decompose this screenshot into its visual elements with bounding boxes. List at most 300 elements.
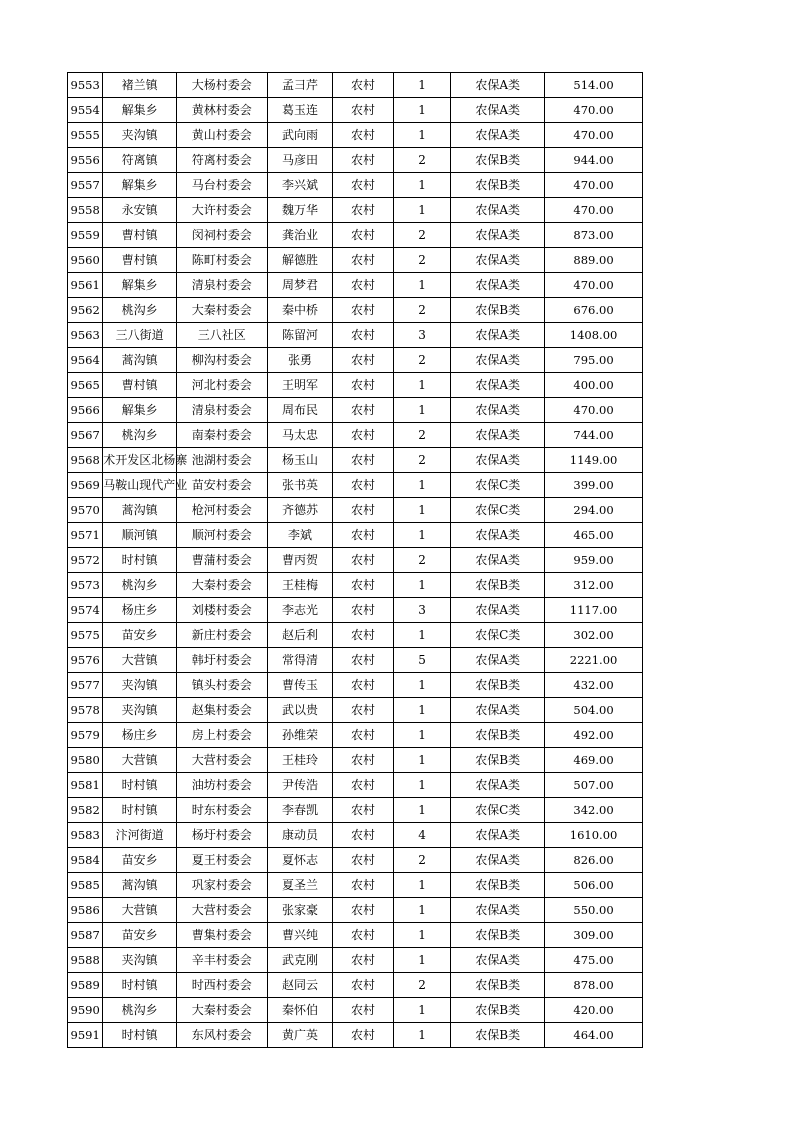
table-row [68, 448, 643, 473]
town-cell: 桃沟乡 [103, 298, 177, 323]
amount-cell: 744.00 [545, 423, 643, 448]
town-cell: 苗安乡 [103, 623, 177, 648]
record-id-cell: 9571 [68, 523, 103, 548]
household-type-cell: 农村 [333, 898, 394, 923]
village-cell: 马台村委会 [176, 173, 267, 198]
person-name-cell: 王桂玲 [267, 748, 333, 773]
member-count-cell: 2 [393, 148, 451, 173]
village-cell: 陈町村委会 [176, 248, 267, 273]
person-name-cell: 张家豪 [267, 898, 333, 923]
table-row [68, 223, 643, 248]
person-name-cell: 武克刚 [267, 948, 333, 973]
village-cell: 赵集村委会 [176, 698, 267, 723]
member-count-cell: 1 [393, 773, 451, 798]
person-name-cell: 马太忠 [267, 423, 333, 448]
table-row [68, 523, 643, 548]
person-name-cell: 解德胜 [267, 248, 333, 273]
town-cell: 曹村镇 [103, 223, 177, 248]
record-id-cell: 9588 [68, 948, 103, 973]
village-cell: 河北村委会 [176, 373, 267, 398]
member-count-cell: 1 [393, 98, 451, 123]
amount-cell: 465.00 [545, 523, 643, 548]
amount-cell: 504.00 [545, 698, 643, 723]
household-type-cell: 农村 [333, 248, 394, 273]
town-cell: 大营镇 [103, 748, 177, 773]
village-cell: 大杨村委会 [176, 73, 267, 98]
household-type-cell: 农村 [333, 748, 394, 773]
insurance-category-cell: 农保B类 [451, 673, 545, 698]
amount-cell: 676.00 [545, 298, 643, 323]
record-id-cell: 9585 [68, 873, 103, 898]
village-cell: 韩圩村委会 [176, 648, 267, 673]
town-cell: 夹沟镇 [103, 123, 177, 148]
insurance-category-cell: 农保A类 [451, 273, 545, 298]
village-cell: 辛丰村委会 [176, 948, 267, 973]
member-count-cell: 1 [393, 698, 451, 723]
record-id-cell: 9590 [68, 998, 103, 1023]
amount-cell: 550.00 [545, 898, 643, 923]
insurance-category-cell: 农保A类 [451, 773, 545, 798]
member-count-cell: 1 [393, 523, 451, 548]
record-id-cell: 9567 [68, 423, 103, 448]
record-id-cell: 9570 [68, 498, 103, 523]
town-cell: 三八街道 [103, 323, 177, 348]
amount-cell: 873.00 [545, 223, 643, 248]
table-row [68, 923, 643, 948]
amount-cell: 470.00 [545, 398, 643, 423]
insurance-category-cell: 农保A类 [451, 123, 545, 148]
member-count-cell: 3 [393, 323, 451, 348]
amount-cell: 399.00 [545, 473, 643, 498]
person-name-cell: 秦怀伯 [267, 998, 333, 1023]
table-row [68, 898, 643, 923]
member-count-cell: 2 [393, 448, 451, 473]
town-cell: 时村镇 [103, 1023, 177, 1048]
household-type-cell: 农村 [333, 123, 394, 148]
record-id-cell: 9560 [68, 248, 103, 273]
village-cell: 黄林村委会 [176, 98, 267, 123]
person-name-cell: 杨玉山 [267, 448, 333, 473]
household-type-cell: 农村 [333, 448, 394, 473]
insurance-category-cell: 农保A类 [451, 598, 545, 623]
household-type-cell: 农村 [333, 473, 394, 498]
village-cell: 池湖村委会 [176, 448, 267, 473]
member-count-cell: 1 [393, 723, 451, 748]
village-cell: 时东村委会 [176, 798, 267, 823]
record-id-cell: 9563 [68, 323, 103, 348]
member-count-cell: 1 [393, 373, 451, 398]
amount-cell: 514.00 [545, 73, 643, 98]
amount-cell: 470.00 [545, 123, 643, 148]
person-name-cell: 葛玉连 [267, 98, 333, 123]
household-type-cell: 农村 [333, 998, 394, 1023]
record-id-cell: 9569 [68, 473, 103, 498]
member-count-cell: 1 [393, 123, 451, 148]
amount-cell: 400.00 [545, 373, 643, 398]
town-cell: 杨庄乡 [103, 598, 177, 623]
town-cell: 顺河镇 [103, 523, 177, 548]
data-table [67, 72, 643, 1048]
member-count-cell: 1 [393, 998, 451, 1023]
record-id-cell: 9565 [68, 373, 103, 398]
insurance-category-cell: 农保A类 [451, 223, 545, 248]
member-count-cell: 1 [393, 748, 451, 773]
amount-cell: 492.00 [545, 723, 643, 748]
person-name-cell: 孙维荣 [267, 723, 333, 748]
person-name-cell: 李志光 [267, 598, 333, 623]
household-type-cell: 农村 [333, 323, 394, 348]
person-name-cell: 魏万华 [267, 198, 333, 223]
household-type-cell: 农村 [333, 373, 394, 398]
village-cell: 大营村委会 [176, 898, 267, 923]
insurance-category-cell: 农保A类 [451, 898, 545, 923]
amount-cell: 826.00 [545, 848, 643, 873]
amount-cell: 878.00 [545, 973, 643, 998]
table-row [68, 873, 643, 898]
member-count-cell: 2 [393, 423, 451, 448]
insurance-category-cell: 农保A类 [451, 648, 545, 673]
town-cell: 蒿沟镇 [103, 873, 177, 898]
table-row [68, 498, 643, 523]
amount-cell: 475.00 [545, 948, 643, 973]
amount-cell: 470.00 [545, 98, 643, 123]
town-cell: 褚兰镇 [103, 73, 177, 98]
table-row [68, 148, 643, 173]
town-cell: 大营镇 [103, 898, 177, 923]
insurance-category-cell: 农保B类 [451, 748, 545, 773]
member-count-cell: 1 [393, 1023, 451, 1048]
record-id-cell: 9573 [68, 573, 103, 598]
record-id-cell: 9566 [68, 398, 103, 423]
town-cell: 蒿沟镇 [103, 348, 177, 373]
table-row [68, 423, 643, 448]
amount-cell: 2221.00 [545, 648, 643, 673]
insurance-category-cell: 农保C类 [451, 798, 545, 823]
insurance-category-cell: 农保A类 [451, 698, 545, 723]
household-type-cell: 农村 [333, 223, 394, 248]
village-cell: 柳沟村委会 [176, 348, 267, 373]
member-count-cell: 1 [393, 473, 451, 498]
village-cell: 夏王村委会 [176, 848, 267, 873]
table-row [68, 248, 643, 273]
table-row [68, 698, 643, 723]
household-type-cell: 农村 [333, 823, 394, 848]
amount-cell: 507.00 [545, 773, 643, 798]
insurance-category-cell: 农保A类 [451, 548, 545, 573]
household-type-cell: 农村 [333, 848, 394, 873]
village-cell: 三八社区 [176, 323, 267, 348]
insurance-category-cell: 农保A类 [451, 348, 545, 373]
household-type-cell: 农村 [333, 148, 394, 173]
member-count-cell: 1 [393, 173, 451, 198]
person-name-cell: 曹兴纯 [267, 923, 333, 948]
member-count-cell: 3 [393, 598, 451, 623]
table-row [68, 348, 643, 373]
household-type-cell: 农村 [333, 973, 394, 998]
person-name-cell: 张勇 [267, 348, 333, 373]
town-cell: 解集乡 [103, 273, 177, 298]
amount-cell: 470.00 [545, 273, 643, 298]
member-count-cell: 1 [393, 498, 451, 523]
insurance-category-cell: 农保B类 [451, 573, 545, 598]
person-name-cell: 龚治业 [267, 223, 333, 248]
insurance-category-cell: 农保A类 [451, 398, 545, 423]
village-cell: 清泉村委会 [176, 398, 267, 423]
household-type-cell: 农村 [333, 648, 394, 673]
member-count-cell: 1 [393, 798, 451, 823]
insurance-category-cell: 农保A类 [451, 373, 545, 398]
household-type-cell: 农村 [333, 1023, 394, 1048]
table-row [68, 723, 643, 748]
record-id-cell: 9580 [68, 748, 103, 773]
insurance-category-cell: 农保A类 [451, 823, 545, 848]
record-id-cell: 9578 [68, 698, 103, 723]
town-cell: 解集乡 [103, 398, 177, 423]
household-type-cell: 农村 [333, 948, 394, 973]
town-cell: 桃沟乡 [103, 573, 177, 598]
household-type-cell: 农村 [333, 873, 394, 898]
insurance-category-cell: 农保A类 [451, 423, 545, 448]
town-cell: 永安镇 [103, 198, 177, 223]
amount-cell: 420.00 [545, 998, 643, 1023]
record-id-cell: 9589 [68, 973, 103, 998]
insurance-category-cell: 农保C类 [451, 623, 545, 648]
household-type-cell: 农村 [333, 573, 394, 598]
record-id-cell: 9564 [68, 348, 103, 373]
town-cell: 大营镇 [103, 648, 177, 673]
table-row [68, 998, 643, 1023]
record-id-cell: 9556 [68, 148, 103, 173]
table-row [68, 798, 643, 823]
person-name-cell: 尹传浩 [267, 773, 333, 798]
table-row [68, 773, 643, 798]
record-id-cell: 9579 [68, 723, 103, 748]
amount-cell: 294.00 [545, 498, 643, 523]
member-count-cell: 1 [393, 573, 451, 598]
insurance-category-cell: 农保B类 [451, 298, 545, 323]
record-id-cell: 9582 [68, 798, 103, 823]
town-cell: 杨庄乡 [103, 723, 177, 748]
member-count-cell: 1 [393, 198, 451, 223]
amount-cell: 469.00 [545, 748, 643, 773]
person-name-cell: 王明军 [267, 373, 333, 398]
table-row [68, 273, 643, 298]
member-count-cell: 1 [393, 273, 451, 298]
record-id-cell: 9591 [68, 1023, 103, 1048]
table-row [68, 398, 643, 423]
village-cell: 南秦村委会 [176, 423, 267, 448]
table-body [68, 73, 643, 1048]
person-name-cell: 齐德苏 [267, 498, 333, 523]
person-name-cell: 康动员 [267, 823, 333, 848]
record-id-cell: 9562 [68, 298, 103, 323]
member-count-cell: 1 [393, 923, 451, 948]
amount-cell: 1408.00 [545, 323, 643, 348]
record-id-cell: 9558 [68, 198, 103, 223]
household-type-cell: 农村 [333, 398, 394, 423]
person-name-cell: 王桂梅 [267, 573, 333, 598]
household-type-cell: 农村 [333, 423, 394, 448]
record-id-cell: 9554 [68, 98, 103, 123]
person-name-cell: 武以贵 [267, 698, 333, 723]
amount-cell: 889.00 [545, 248, 643, 273]
record-id-cell: 9583 [68, 823, 103, 848]
table-row [68, 948, 643, 973]
record-id-cell: 9586 [68, 898, 103, 923]
insurance-category-cell: 农保A类 [451, 248, 545, 273]
member-count-cell: 1 [393, 398, 451, 423]
person-name-cell: 武向雨 [267, 123, 333, 148]
household-type-cell: 农村 [333, 698, 394, 723]
household-type-cell: 农村 [333, 723, 394, 748]
table-row [68, 123, 643, 148]
village-cell: 大秦村委会 [176, 573, 267, 598]
household-type-cell: 农村 [333, 348, 394, 373]
village-cell: 大秦村委会 [176, 298, 267, 323]
person-name-cell: 赵后利 [267, 623, 333, 648]
member-count-cell: 1 [393, 898, 451, 923]
household-type-cell: 农村 [333, 198, 394, 223]
town-cell: 汴河街道 [103, 823, 177, 848]
member-count-cell: 2 [393, 223, 451, 248]
amount-cell: 432.00 [545, 673, 643, 698]
insurance-category-cell: 农保B类 [451, 1023, 545, 1048]
member-count-cell: 1 [393, 623, 451, 648]
insurance-category-cell: 农保A类 [451, 448, 545, 473]
amount-cell: 1117.00 [545, 598, 643, 623]
village-cell: 镇头村委会 [176, 673, 267, 698]
household-type-cell: 农村 [333, 798, 394, 823]
household-type-cell: 农村 [333, 548, 394, 573]
village-cell: 新庄村委会 [176, 623, 267, 648]
record-id-cell: 9575 [68, 623, 103, 648]
village-cell: 枪河村委会 [176, 498, 267, 523]
household-type-cell: 农村 [333, 523, 394, 548]
town-cell: 桃沟乡 [103, 998, 177, 1023]
member-count-cell: 1 [393, 873, 451, 898]
insurance-category-cell: 农保B类 [451, 923, 545, 948]
table-row [68, 173, 643, 198]
insurance-category-cell: 农保C类 [451, 498, 545, 523]
record-id-cell: 9581 [68, 773, 103, 798]
record-id-cell: 9557 [68, 173, 103, 198]
amount-cell: 1610.00 [545, 823, 643, 848]
table-row [68, 823, 643, 848]
village-cell: 清泉村委会 [176, 273, 267, 298]
member-count-cell: 1 [393, 948, 451, 973]
town-cell: 桃沟乡 [103, 423, 177, 448]
member-count-cell: 4 [393, 823, 451, 848]
village-cell: 大许村委会 [176, 198, 267, 223]
village-cell: 大秦村委会 [176, 998, 267, 1023]
village-cell: 时西村委会 [176, 973, 267, 998]
insurance-category-cell: 农保A类 [451, 848, 545, 873]
person-name-cell: 周梦君 [267, 273, 333, 298]
table-row [68, 323, 643, 348]
person-name-cell: 陈留河 [267, 323, 333, 348]
table-row [68, 373, 643, 398]
member-count-cell: 2 [393, 248, 451, 273]
insurance-category-cell: 农保B类 [451, 148, 545, 173]
insurance-category-cell: 农保B类 [451, 998, 545, 1023]
insurance-category-cell: 农保A类 [451, 948, 545, 973]
town-cell: 解集乡 [103, 98, 177, 123]
amount-cell: 470.00 [545, 198, 643, 223]
amount-cell: 464.00 [545, 1023, 643, 1048]
record-id-cell: 9572 [68, 548, 103, 573]
insurance-category-cell: 农保A类 [451, 323, 545, 348]
member-count-cell: 2 [393, 848, 451, 873]
town-cell: 时村镇 [103, 973, 177, 998]
record-id-cell: 9561 [68, 273, 103, 298]
insurance-category-cell: 农保C类 [451, 473, 545, 498]
village-cell: 黄山村委会 [176, 123, 267, 148]
amount-cell: 506.00 [545, 873, 643, 898]
table-row [68, 973, 643, 998]
member-count-cell: 1 [393, 73, 451, 98]
village-cell: 东风村委会 [176, 1023, 267, 1048]
table-row [68, 298, 643, 323]
village-cell: 闵祠村委会 [176, 223, 267, 248]
village-cell: 曹集村委会 [176, 923, 267, 948]
record-id-cell: 9555 [68, 123, 103, 148]
town-cell: 曹村镇 [103, 248, 177, 273]
village-cell: 曹蒲村委会 [176, 548, 267, 573]
village-cell: 大营村委会 [176, 748, 267, 773]
town-cell: 术开发区北杨寨 [103, 448, 177, 473]
amount-cell: 1149.00 [545, 448, 643, 473]
household-type-cell: 农村 [333, 773, 394, 798]
village-cell: 顺河村委会 [176, 523, 267, 548]
record-id-cell: 9574 [68, 598, 103, 623]
town-cell: 苗安乡 [103, 848, 177, 873]
amount-cell: 959.00 [545, 548, 643, 573]
town-cell: 苗安乡 [103, 923, 177, 948]
household-type-cell: 农村 [333, 98, 394, 123]
insurance-category-cell: 农保B类 [451, 973, 545, 998]
record-id-cell: 9568 [68, 448, 103, 473]
table-row [68, 98, 643, 123]
insurance-category-cell: 农保A类 [451, 98, 545, 123]
amount-cell: 944.00 [545, 148, 643, 173]
person-name-cell: 夏怀志 [267, 848, 333, 873]
insurance-category-cell: 农保B类 [451, 723, 545, 748]
table-row [68, 673, 643, 698]
amount-cell: 309.00 [545, 923, 643, 948]
village-cell: 油坊村委会 [176, 773, 267, 798]
table-row [68, 548, 643, 573]
member-count-cell: 1 [393, 673, 451, 698]
village-cell: 苗安村委会 [176, 473, 267, 498]
town-cell: 夹沟镇 [103, 948, 177, 973]
amount-cell: 470.00 [545, 173, 643, 198]
village-cell: 刘楼村委会 [176, 598, 267, 623]
person-name-cell: 黄广英 [267, 1023, 333, 1048]
town-cell: 曹村镇 [103, 373, 177, 398]
amount-cell: 342.00 [545, 798, 643, 823]
household-type-cell: 农村 [333, 923, 394, 948]
record-id-cell: 9584 [68, 848, 103, 873]
member-count-cell: 2 [393, 298, 451, 323]
person-name-cell: 秦中桥 [267, 298, 333, 323]
person-name-cell: 孟彐芹 [267, 73, 333, 98]
insurance-category-cell: 农保A类 [451, 523, 545, 548]
person-name-cell: 常得清 [267, 648, 333, 673]
record-id-cell: 9577 [68, 673, 103, 698]
table-row [68, 648, 643, 673]
town-cell: 时村镇 [103, 798, 177, 823]
table-row [68, 573, 643, 598]
